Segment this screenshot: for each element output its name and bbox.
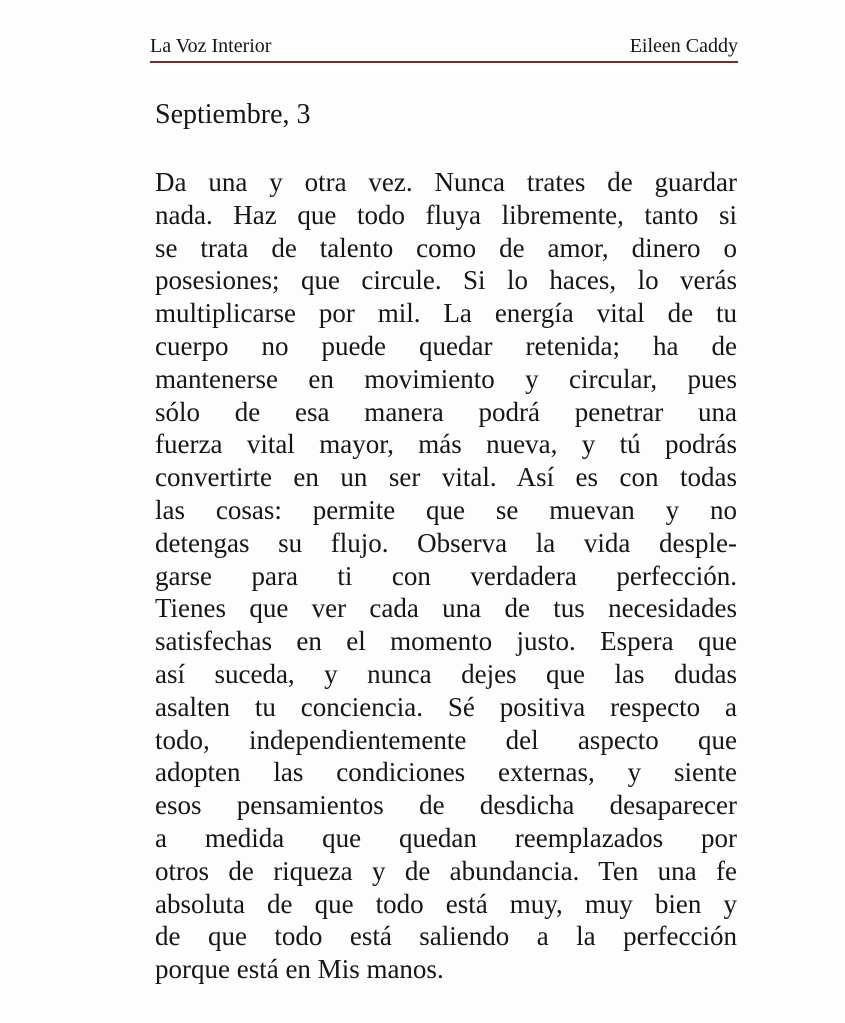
body-paragraph <box>155 166 737 986</box>
text-line: posesiones; que circule. Si lo haces, lo verás <box>155 265 737 296</box>
text-line: se trata de talento como de amor, dinero o <box>155 232 737 263</box>
text-line: convertirte en un ser vital. Así es con todas <box>155 462 737 493</box>
running-header <box>150 36 738 63</box>
text-line: garse para ti con verdadera perfección. <box>155 560 737 591</box>
date-heading: Septiembre, 3 <box>155 99 311 130</box>
text-line: Tienes que ver cada una de tus necesidades <box>155 593 737 624</box>
text-line: asalten tu conciencia. Sé positiva respecto a <box>155 691 737 722</box>
text-line: adopten las condiciones externas, y siente <box>155 757 737 788</box>
text-line: nada. Haz que todo fluya libremente, tanto si <box>155 199 737 230</box>
text-line: así suceda, y nunca dejes que las dudas <box>155 658 737 689</box>
text-line: de que todo está saliendo a la perfección <box>155 921 737 952</box>
text-line: esos pensamientos de desdicha desaparecer <box>155 790 737 821</box>
text-line: las cosas: permite que se muevan y no <box>155 494 737 525</box>
text-line: cuerpo no puede quedar retenida; ha de <box>155 330 737 361</box>
text-line: a medida que quedan reemplazados por <box>155 822 737 853</box>
text-line: absoluta de que todo está muy, muy bien y <box>155 888 737 919</box>
text-line: fuerza vital mayor, más nueva, y tú podrás <box>155 429 737 460</box>
text-line: otros de riqueza y de abundancia. Ten una fe <box>155 855 737 886</box>
text-line: porque está en Mis manos. <box>155 954 444 985</box>
text-line: satisfechas en el momento justo. Espera que <box>155 626 737 657</box>
text-line: Da una y otra vez. Nunca trates de guardar <box>155 167 737 197</box>
book-title: La Voz Interior <box>150 35 272 57</box>
text-line: sólo de esa manera podrá penetrar una <box>155 396 737 427</box>
text-line: multiplicarse por mil. La energía vital de tu <box>155 298 737 329</box>
text-line: detengas su flujo. Observa la vida desple- <box>155 527 737 558</box>
author-name: Eileen Caddy <box>629 35 738 57</box>
text-line: todo, independientemente del aspecto que <box>155 724 737 755</box>
text-line: mantenerse en movimiento y circular, pues <box>155 363 737 394</box>
